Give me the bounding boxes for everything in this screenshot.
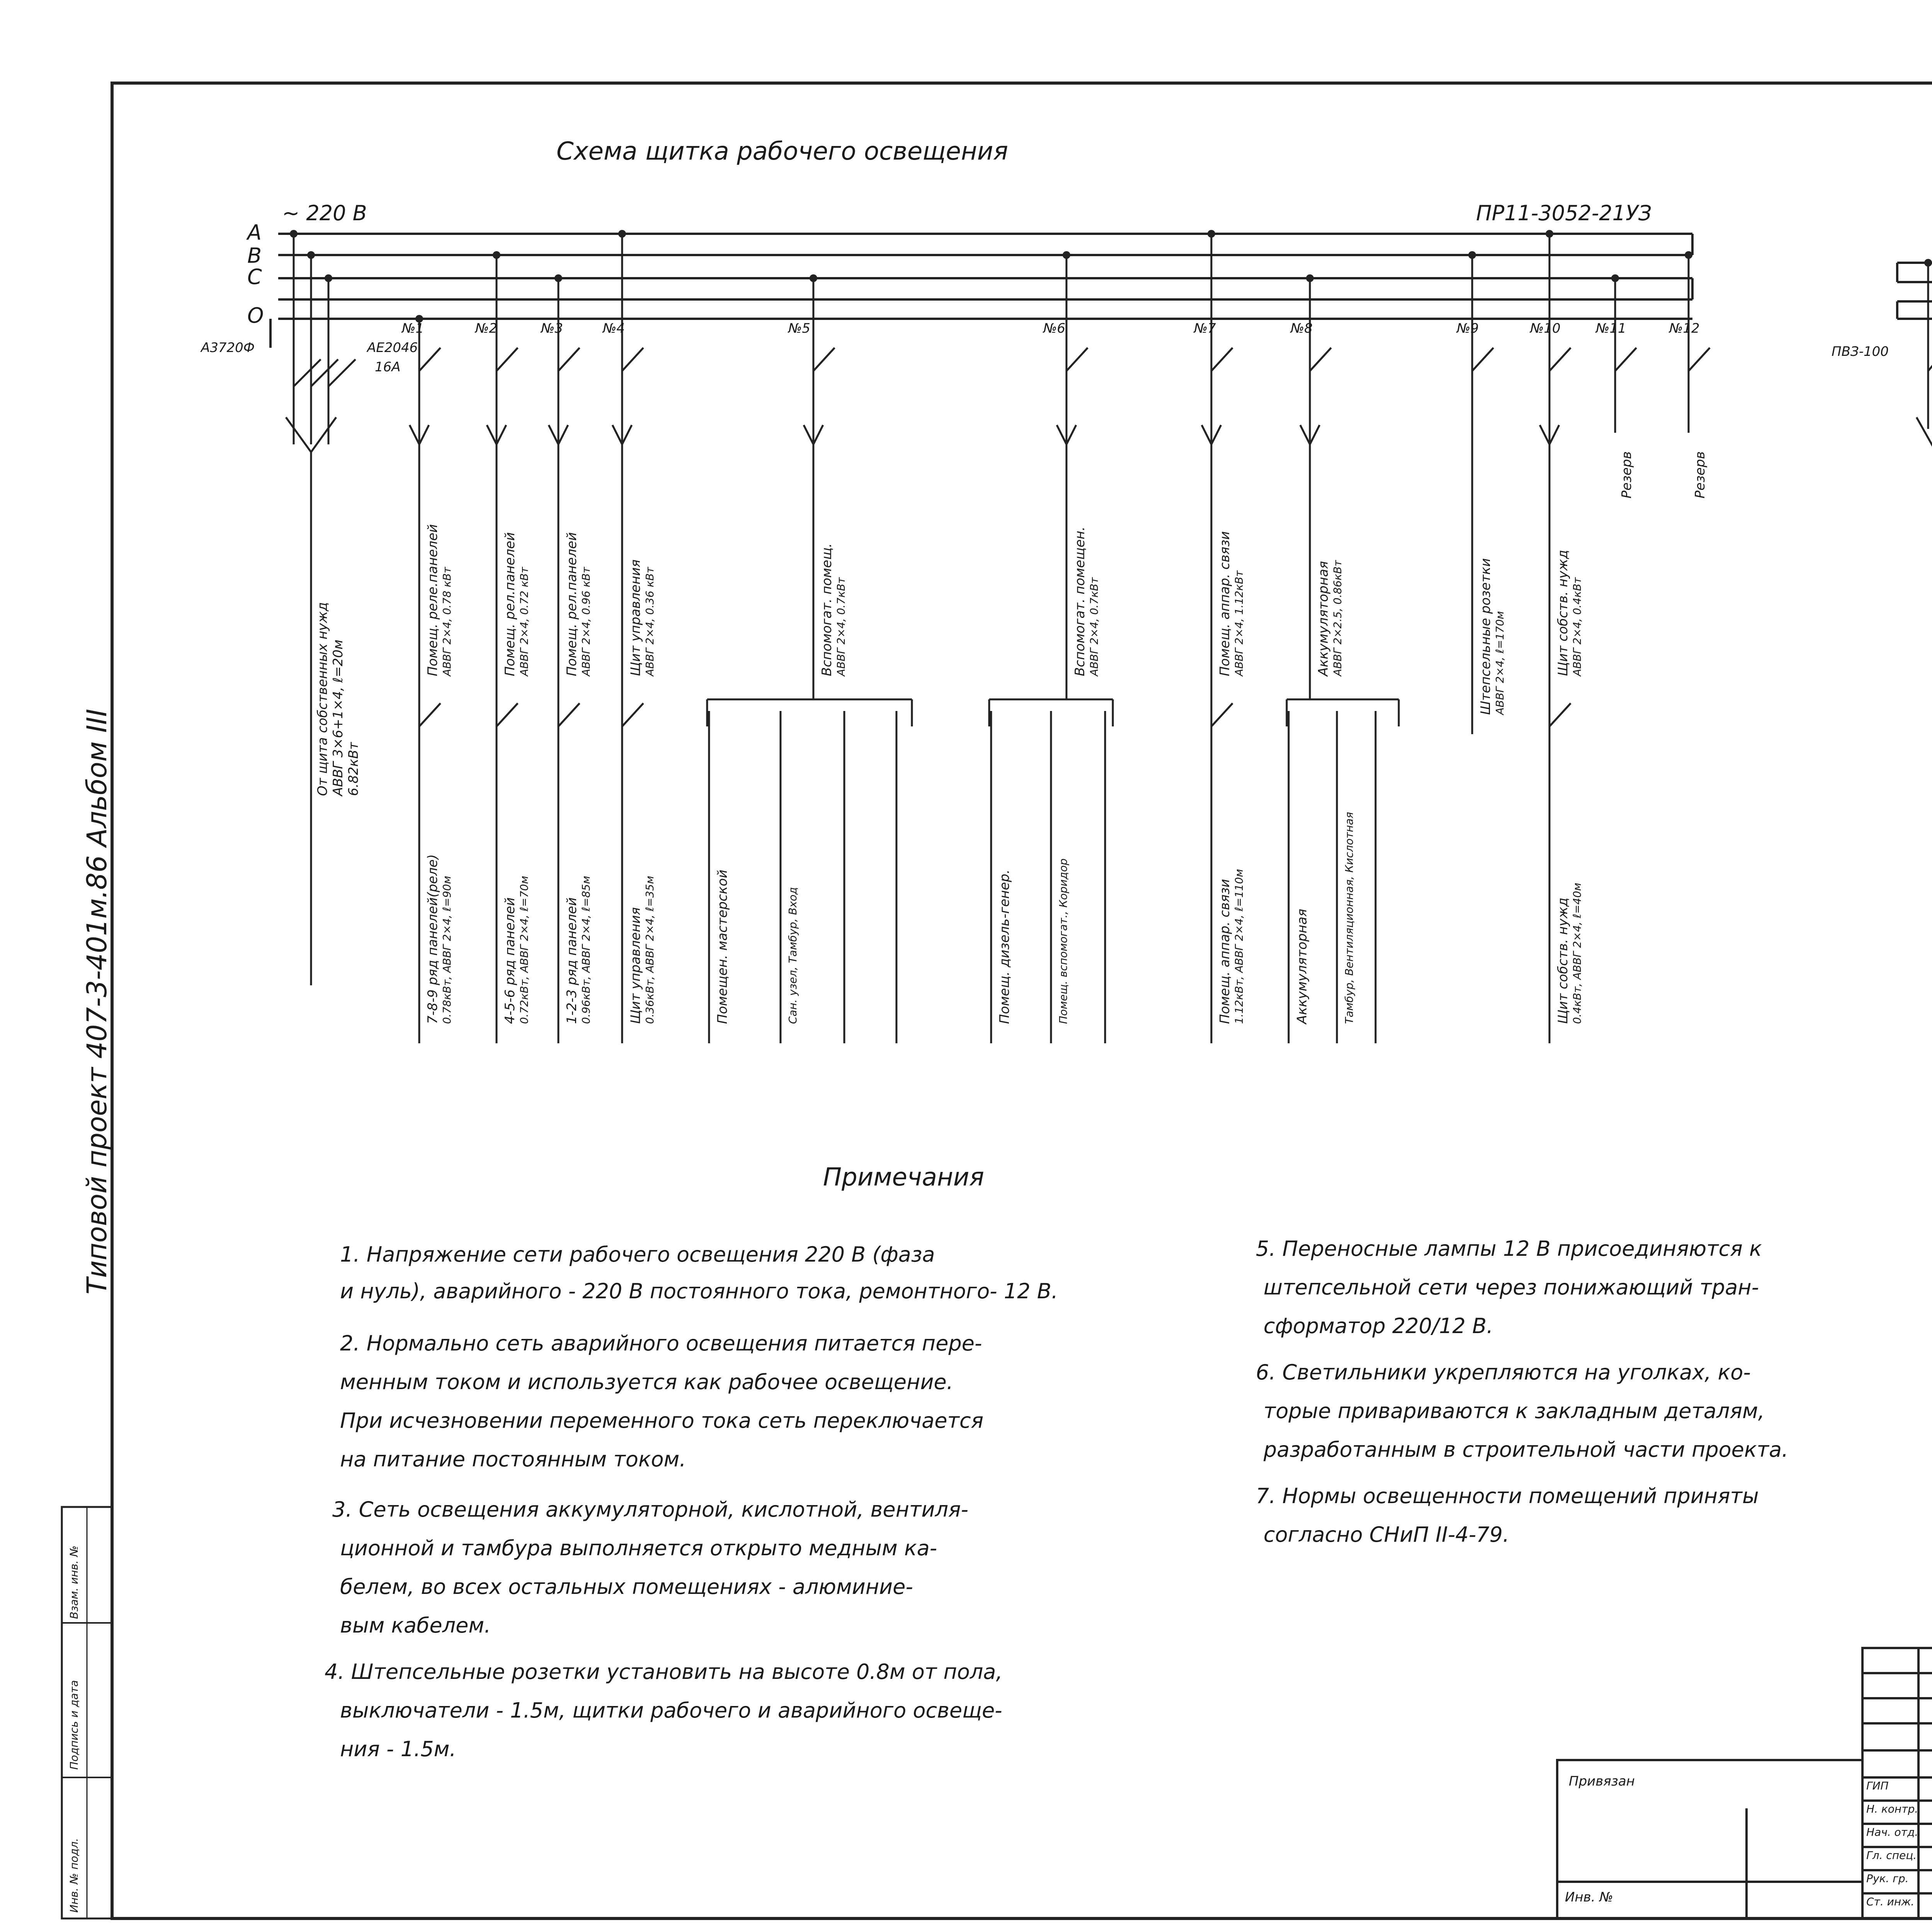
note-line-13: ния - 1.5м. bbox=[340, 1737, 456, 1761]
note-line-3: 2. Нормально сеть аварийного освещения питается пере- bbox=[340, 1331, 982, 1355]
note-line-12: выключатели - 1.5м, щитки рабочего и аварийного освеще- bbox=[340, 1698, 1002, 1723]
stamp-role-3: Нач. отд. bbox=[1866, 1826, 1918, 1838]
group-10-load2: 0.4кВт, АВВГ 2×4, ℓ=40м bbox=[1571, 883, 1583, 1024]
note-right-4: 6. Светильники укрепляются на уголках, ко- bbox=[1256, 1360, 1751, 1384]
emergency-buses bbox=[1897, 263, 1932, 319]
group-8-cable: АВВГ 2×2.5, 0.86кВт bbox=[1331, 560, 1344, 676]
emergency-groups bbox=[1917, 263, 1932, 985]
group-2-load: 4-5-6 ряд панелей bbox=[502, 897, 518, 1024]
stamp-inv: Инв. № bbox=[1565, 1889, 1613, 1905]
note-right-1: 5. Переносные лампы 12 В присоединяются к bbox=[1256, 1236, 1762, 1261]
input-power: 6.82кВт bbox=[346, 742, 361, 796]
group-4-feed: Щит управления bbox=[628, 559, 643, 676]
group-3-load2: 0.96кВт, АВВГ 2×4, ℓ=85м bbox=[580, 876, 592, 1024]
group-1-number: №1 bbox=[402, 321, 424, 336]
note-right-3: сформатор 220/12 В. bbox=[1264, 1314, 1493, 1338]
group-12-feed: Резерв bbox=[1692, 451, 1708, 498]
group-1-load: 7-8-9 ряд панелей(реле) bbox=[425, 854, 440, 1024]
group-6-load: Помещ. дизель-генер. bbox=[997, 869, 1012, 1024]
group-10-cable: АВВГ 2×4, 0.4кВт bbox=[1571, 577, 1583, 676]
note-line-9: белем, во всех остальных помещениях - алюминие- bbox=[340, 1575, 913, 1599]
working-title: Схема щитка рабочего освещения bbox=[556, 137, 1008, 166]
working-main-breaker: А3720Ф bbox=[201, 340, 255, 355]
group-9-cable: АВВГ 2×4, ℓ=170м bbox=[1493, 611, 1506, 715]
group-7-cable: АВВГ 2×4, 1.12кВт bbox=[1233, 570, 1245, 676]
note-right-2: штепсельной сети через понижающий тран- bbox=[1264, 1275, 1759, 1299]
group-4-load: Щит управления bbox=[628, 907, 643, 1024]
note-line-4: менным током и используется как рабочее освещение. bbox=[340, 1370, 953, 1394]
stamp-role-2: Н. контр. bbox=[1866, 1803, 1918, 1815]
note-line-10: вым кабелем. bbox=[340, 1613, 491, 1638]
spine-text: Типовой проект 407-3-401м.86 Альбом III bbox=[81, 709, 113, 1294]
group-9-feed: Штепсельные розетки bbox=[1478, 558, 1493, 715]
group-5-feed: Вспомогат. помещ. bbox=[819, 543, 835, 676]
note-right-5: торые привариваются к закладным деталям, bbox=[1264, 1399, 1765, 1423]
group-8-feed: Аккумуляторная bbox=[1316, 561, 1331, 676]
note-line-7: 3. Сеть освещения аккумуляторной, кислотной, вентиля- bbox=[332, 1497, 969, 1522]
note-right-8: согласно СНиП II-4-79. bbox=[1264, 1522, 1510, 1547]
group-7-load2: 1.12кВт, АВВГ 2×4, ℓ=110м bbox=[1233, 869, 1245, 1024]
stamp-role-1: ГИП bbox=[1866, 1779, 1889, 1792]
strip-signature-date: Подпись и дата bbox=[68, 1680, 80, 1770]
stamp-role-6: Ст. инж. bbox=[1866, 1895, 1915, 1908]
group-10-feed: Щит собств. нужд bbox=[1555, 549, 1571, 676]
group-3-number: №3 bbox=[541, 321, 563, 336]
group-2-number: №2 bbox=[475, 321, 497, 336]
stamp-attached: Привязан bbox=[1569, 1774, 1635, 1789]
group-8-load: Аккумуляторная bbox=[1294, 908, 1310, 1024]
group-11-feed: Резерв bbox=[1619, 451, 1634, 498]
group-2-load2: 0.72кВт, АВВГ 2×4, ℓ=70м bbox=[518, 876, 531, 1024]
group-7-number: №7 bbox=[1194, 321, 1216, 336]
group-6-feed: Вспомогат. помещен. bbox=[1072, 526, 1088, 676]
sheet-frame bbox=[112, 83, 1932, 1918]
working-panel-code: ПР11-3052-21УЗ bbox=[1476, 201, 1652, 225]
strip-replace-inv: Взам. инв. № bbox=[68, 1545, 80, 1619]
group-6-cable: АВВГ 2×4, 0.7кВт bbox=[1088, 577, 1100, 676]
stamp-role-4: Гл. спец. bbox=[1866, 1849, 1917, 1862]
group-2-feed: Помещ. рел.панелей bbox=[502, 532, 518, 676]
group-7-feed: Помещ. аппар. связи bbox=[1217, 531, 1233, 676]
stamp-role-5: Рук. гр. bbox=[1866, 1872, 1909, 1885]
group-6-load2: Помещ. вспомогат., Коридор bbox=[1057, 858, 1070, 1024]
bus-label-a: А bbox=[247, 220, 262, 245]
group-8-load2: Тамбур, Вентиляционная, Кислотная bbox=[1343, 812, 1355, 1024]
group-8-number: №8 bbox=[1291, 321, 1313, 336]
group-7-load: Помещ. аппар. связи bbox=[1217, 879, 1233, 1024]
note-right-7: 7. Нормы освещенности помещений приняты bbox=[1256, 1484, 1759, 1508]
junction-dots bbox=[290, 230, 1932, 323]
input-feed: От щита собственных нужд bbox=[315, 602, 330, 796]
group-6-number: №6 bbox=[1043, 321, 1065, 336]
group-5-cable: АВВГ 2×4, 0.7кВт bbox=[835, 577, 847, 676]
strip-inv-orig: Инв. № подл. bbox=[68, 1838, 80, 1913]
group-10-load: Щит собств. нужд bbox=[1555, 897, 1571, 1024]
working-breaker-type: АЕ2046 bbox=[367, 340, 418, 355]
group-9-number: №9 bbox=[1457, 321, 1479, 336]
notes-title: Примечания bbox=[823, 1163, 984, 1192]
emergency-main-breaker: ПВЗ-100 bbox=[1832, 344, 1889, 359]
note-line-11: 4. Штепсельные розетки установить на высоте 0.8м от пола, bbox=[325, 1660, 1003, 1684]
group-1-load2: 0.78кВт, АВВГ 2×4, ℓ=90м bbox=[440, 876, 453, 1024]
group-1-cable: АВВГ 2×4, 0.78 кВт bbox=[440, 567, 453, 676]
group-4-cable: АВВГ 2×4, 0.36 кВт bbox=[643, 567, 656, 676]
working-voltage: ~ 220 В bbox=[282, 201, 367, 225]
note-right-6: разработанным в строительной части проекта. bbox=[1264, 1437, 1789, 1462]
group-12-number: №12 bbox=[1669, 321, 1700, 336]
bus-label-c: С bbox=[247, 265, 262, 289]
note-line-8: ционной и тамбура выполняется открыто медным ка- bbox=[340, 1536, 937, 1560]
note-line-6: на питание постоянным током. bbox=[340, 1447, 686, 1471]
group-3-feed: Помещ. рел.панелей bbox=[564, 532, 580, 676]
group-1-feed: Помещ. реле.панелей bbox=[425, 524, 440, 676]
input-cable: АВВГ 3×6+1×4, ℓ=20м bbox=[330, 639, 346, 796]
bus-label-b: В bbox=[247, 243, 262, 268]
note-line-2: и нуль), аварийного - 220 В постоянного тока, ремонтного- 12 В. bbox=[340, 1279, 1058, 1303]
group-2-cable: АВВГ 2×4, 0.72 кВт bbox=[518, 567, 531, 676]
group-10-number: №10 bbox=[1530, 321, 1561, 336]
group-5-number: №5 bbox=[788, 321, 810, 336]
group-4-load2: 0.36кВт, АВВГ 2×4, ℓ=35м bbox=[643, 876, 656, 1024]
group-4-number: №4 bbox=[603, 321, 625, 336]
group-11-number: №11 bbox=[1596, 321, 1626, 336]
working-breaker-current: 16А bbox=[375, 359, 401, 375]
note-line-5: При исчезновении переменного тока сеть переключается bbox=[340, 1408, 984, 1433]
group-5-load2: Сан. узел, Тамбур, Вход bbox=[786, 887, 799, 1024]
group-5-load: Помещен. мастерской bbox=[715, 869, 730, 1024]
group-3-load: 1-2-3 ряд панелей bbox=[564, 897, 580, 1024]
bus-label-o: О bbox=[247, 303, 264, 328]
note-line-1: 1. Напряжение сети рабочего освещения 220 В (фаза bbox=[340, 1242, 935, 1267]
group-3-cable: АВВГ 2×4, 0.96 кВт bbox=[580, 567, 592, 676]
